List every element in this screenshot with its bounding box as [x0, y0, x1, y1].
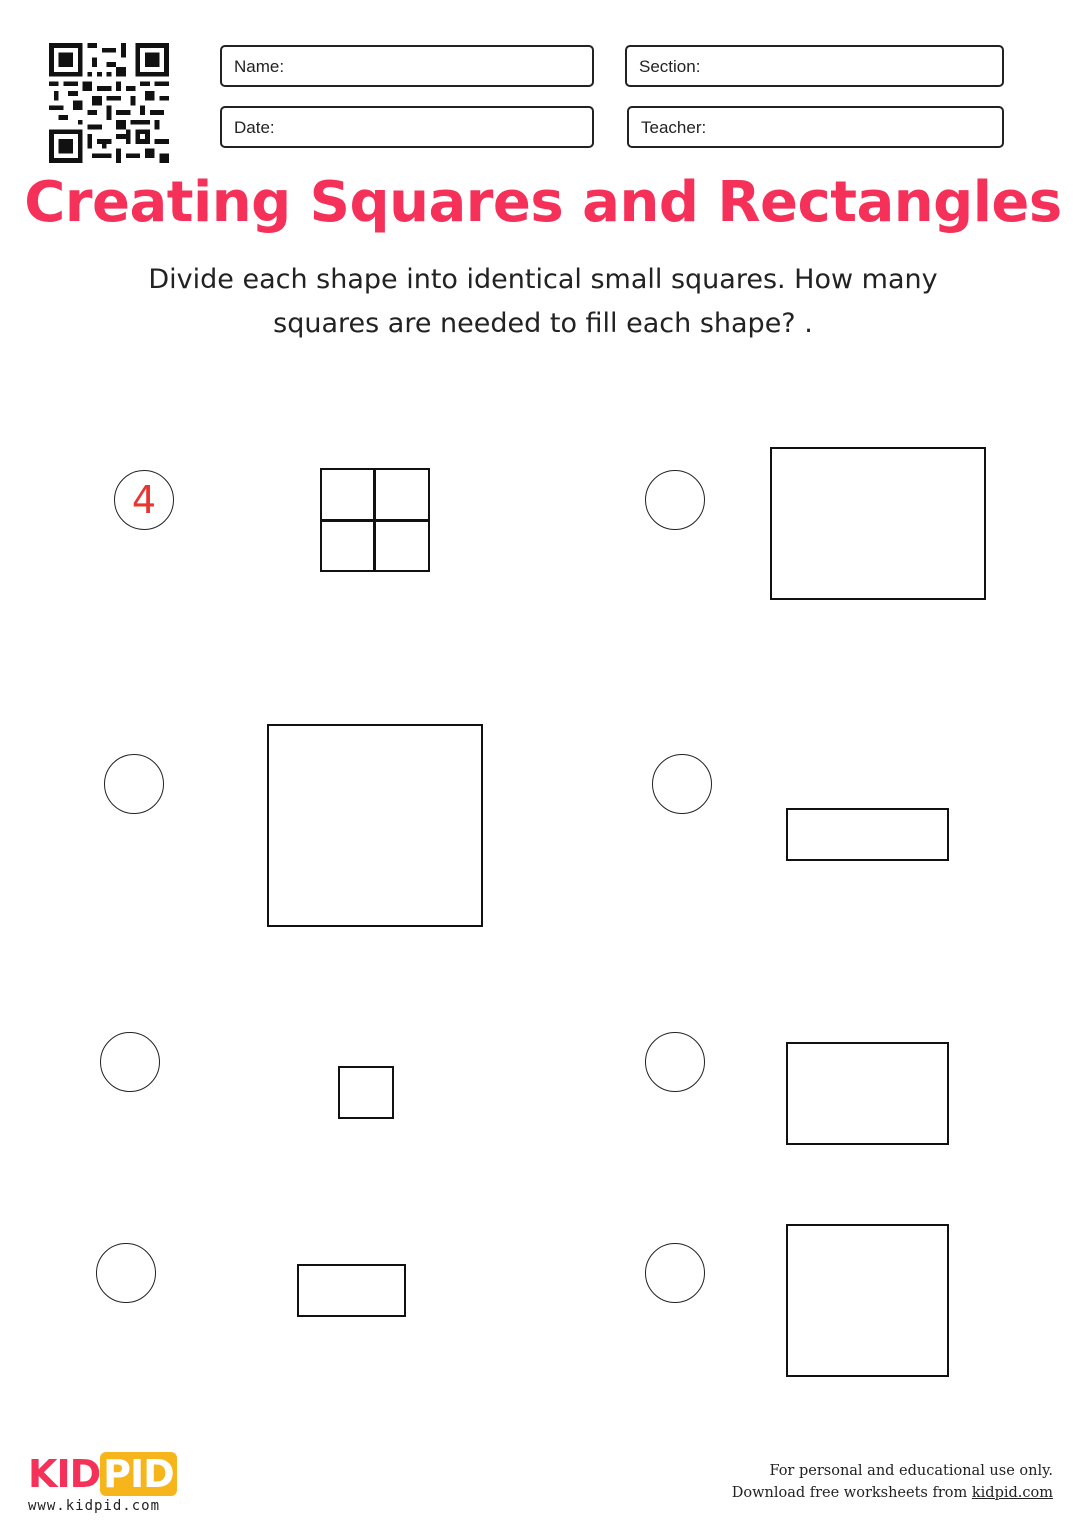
answer-circle-5[interactable]: [100, 1032, 160, 1092]
instructions-line-1: Divide each shape into identical small squares. How many: [148, 264, 938, 295]
shape-8-square: [786, 1224, 949, 1377]
page-title: Creating Squares and Rectangles: [24, 170, 1062, 235]
shape-6-rectangle: [786, 1042, 949, 1145]
answer-circle-7[interactable]: [96, 1243, 156, 1303]
teacher-field[interactable]: [627, 106, 1004, 148]
answer-circle-3[interactable]: [104, 754, 164, 814]
answer-circle-4[interactable]: [652, 754, 712, 814]
section-field[interactable]: [625, 45, 1004, 87]
answer-circle-8[interactable]: [645, 1243, 705, 1303]
shape-4-rectangle: [786, 808, 949, 861]
footer-link[interactable]: kidpid.com: [971, 1485, 1053, 1501]
answer-circle-1[interactable]: 4: [114, 470, 174, 530]
logo-pid-text: PID: [100, 1452, 177, 1496]
name-label: Name:: [234, 57, 285, 76]
footer-note: [732, 1460, 1053, 1504]
shape-1-horizontal-divider: [322, 519, 428, 522]
name-field[interactable]: [220, 45, 594, 87]
footer-line-2-prefix: Download free worksheets from: [731, 1485, 972, 1501]
shape-5-square: [338, 1066, 394, 1119]
instructions-line-2: squares are needed to fill each shape? .: [273, 308, 813, 339]
date-field[interactable]: [220, 106, 594, 148]
date-label: Date:: [234, 118, 275, 137]
teacher-label: Teacher:: [641, 118, 707, 137]
section-label: Section:: [639, 57, 701, 76]
qr-code-icon: [49, 43, 169, 163]
kidpid-logo: [28, 1452, 177, 1496]
shape-1-square-divided: [320, 468, 430, 572]
shape-3-square: [267, 724, 483, 927]
logo-kid-text: KID: [28, 1452, 101, 1496]
shape-2-rectangle: [770, 447, 986, 600]
instructions: [100, 258, 986, 346]
shape-7-rectangle: [297, 1264, 406, 1317]
logo-url: www.kidpid.com: [28, 1498, 161, 1514]
footer-line-1: For personal and educational use only.: [769, 1463, 1053, 1479]
footer-line-2: [732, 1482, 1053, 1504]
answer-circle-6[interactable]: [645, 1032, 705, 1092]
answer-circle-2[interactable]: [645, 470, 705, 530]
